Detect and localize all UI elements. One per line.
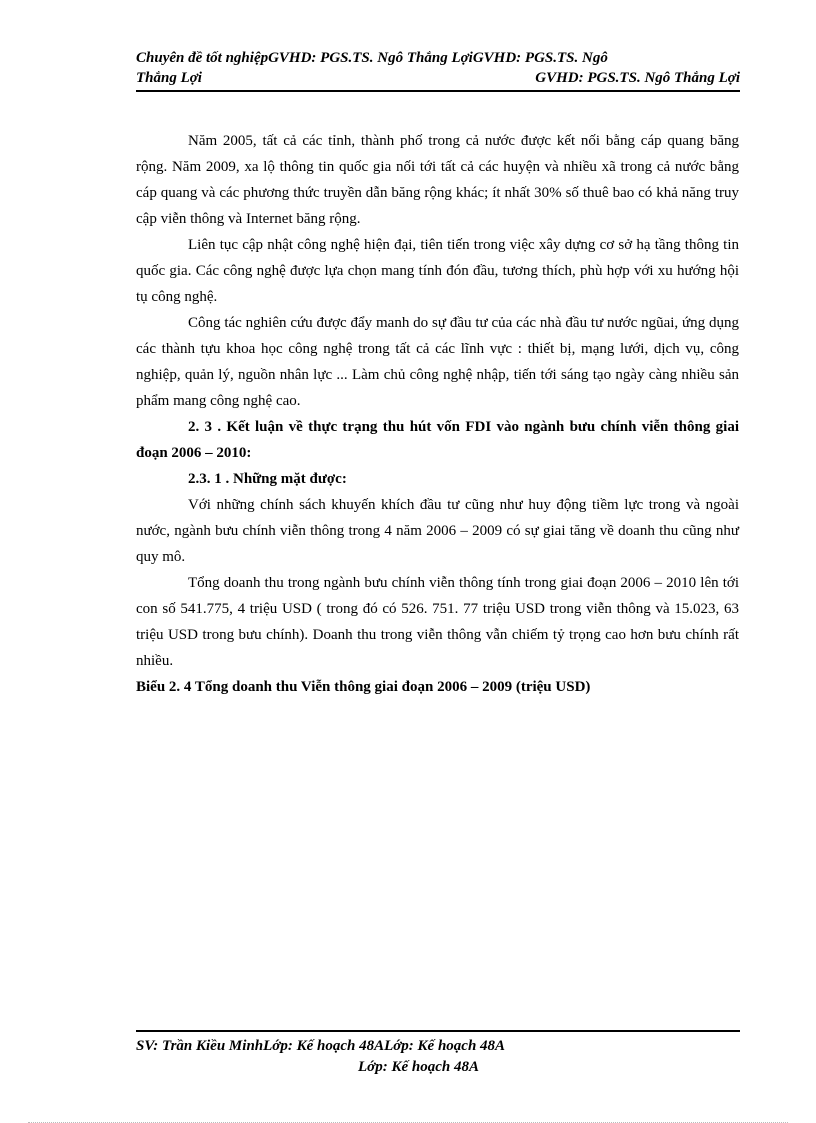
paragraph-revenue: Tổng doanh thu trong ngành bưu chính viễn thông tính trong giai đoạn 2006 – 2010 lên tới con số 541.775, 4 triệu USD ( trong đó có 526. 751. 77 triệu USD trong viễn thông và 15.023, 63 triệu USD trong bưu chính). Doanh thu trong viễn thông vẫn chiếm tỷ trọng cao hơn bưu chính rất nhiều. xyxy=(136,575,739,669)
header-line-2-left: Thắng Lợi xyxy=(136,70,202,86)
paragraph-broadband: Năm 2005, tất cả các tỉnh, thành phố trong cả nước được kết nối bằng cáp quang băng rộng. Năm 2009, xa lộ thông tin quốc gia nối tới tất cả các huyện và nhiều xã trong cả nước bằng cáp quang và các phương thức truyền dẫn băng rộng khác; ít nhất 30% số thuê bao có khả năng truy cập viễn thông và Internet băng rộng. xyxy=(136,133,739,227)
header-line-2-right: GVHD: PGS.TS. Ngô Thắng Lợi xyxy=(535,70,740,86)
header-line-1: Chuyên đề tốt nghiệpGVHD: PGS.TS. Ngô Thắng LợiGVHD: PGS.TS. Ngô xyxy=(136,50,608,66)
footer-line-2: Lớp: Kế hoạch 48A xyxy=(358,1059,479,1075)
footer-line-1: SV: Trần Kiều MinhLớp: Kế hoạch 48ALớp: Kế hoạch 48A xyxy=(136,1038,506,1054)
page-footer xyxy=(136,1030,740,1078)
paragraph-research: Công tác nghiên cứu được đẩy manh do sự đầu tư của các nhà đầu tư nước ngũai, ứng dụng các thành tựu khoa học công nghệ trong tất cả các lĩnh vực : thiết bị, mạng lưới, dịch vụ, công nghiệp, quản lý, nguồn nhân lực ... Làm chủ công nghệ nhập, tiến tới sáng tạo ngày càng nhiều sản phẩm mang công nghệ cao. xyxy=(136,315,739,409)
paragraph-technology-update: Liên tục cập nhật công nghệ hiện đại, tiên tiến trong việc xây dựng cơ sở hạ tầng thông tin quốc gia. Các công nghệ được lựa chọn mang tính đón đầu, tương thích, phù hợp với xu hướng hội tụ công nghệ. xyxy=(136,237,739,305)
document-body xyxy=(136,128,739,700)
paragraph-policy: Với những chính sách khuyến khích đầu tư cũng như huy động tiềm lực trong và ngoài nước, ngành bưu chính viễn thông trong 4 năm 2006 – 2009 có sự giai tăng về doanh thu cũng như quy mô. xyxy=(136,497,739,565)
chart-caption: Biểu 2. 4 Tổng doanh thu Viễn thông giai đoạn 2006 – 2009 (triệu USD) xyxy=(136,679,591,695)
header-line-2 xyxy=(136,68,740,88)
section-heading-2-3-1: 2.3. 1 . Những mặt được: xyxy=(188,471,347,487)
section-heading-2-3: 2. 3 . Kết luận về thực trạng thu hút vốn FDI vào ngành bưu chính viễn thông giai đoạn 2006 – 2010: xyxy=(136,419,739,461)
page-header xyxy=(136,48,740,92)
